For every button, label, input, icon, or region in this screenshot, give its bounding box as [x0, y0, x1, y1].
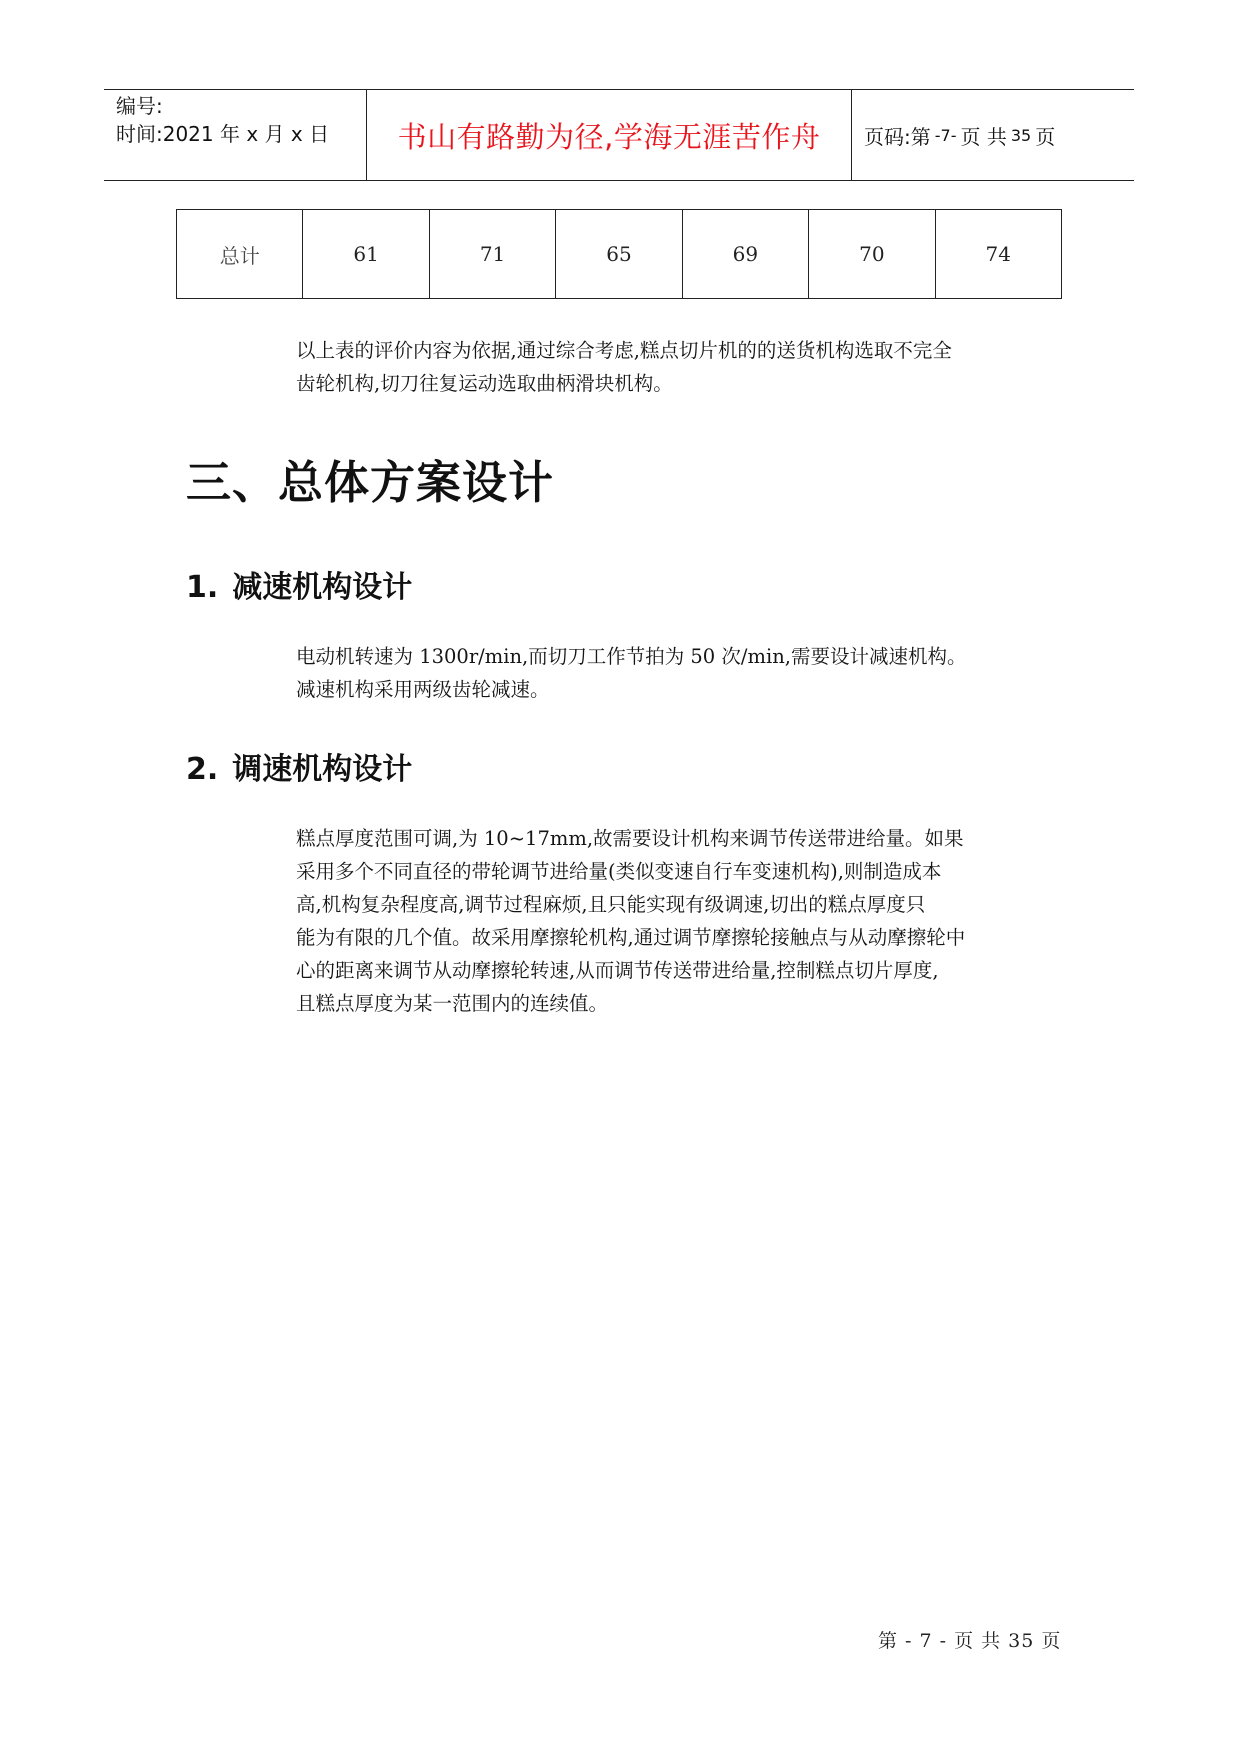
paragraph-line: 能为有限的几个值。故采用摩擦轮机构,通过调节摩擦轮接触点与从动摩擦轮中 — [296, 926, 966, 949]
subsection-heading-1 — [186, 562, 412, 606]
subsection-title: 减速机构设计 — [232, 570, 413, 605]
header-page-info — [852, 90, 1134, 180]
header-meta — [104, 90, 367, 180]
conclusion-paragraph — [296, 334, 1062, 400]
paragraph-line: 减速机构采用两级齿轮减速。 — [296, 678, 550, 701]
subsection-number: 2. — [186, 752, 219, 787]
reducer-paragraph — [296, 640, 1062, 706]
speed-control-paragraph — [296, 822, 1062, 1020]
table-row — [177, 210, 1062, 299]
time-label: 时间:2021 年 x 月 x 日 — [116, 122, 330, 146]
paragraph-line: 电动机转速为 1300r/min,而切刀工作节拍为 50 次/min,需要设计减速机构。 — [296, 645, 967, 668]
page-prefix: 页码:第 — [864, 124, 931, 149]
page-header — [104, 89, 1134, 181]
table-cell: 74 — [935, 210, 1061, 299]
table-cell: 71 — [429, 210, 555, 299]
section-heading: 三、总体方案设计 — [186, 456, 555, 509]
page-number: -7- — [934, 125, 957, 145]
page-total: 35 — [1010, 125, 1032, 145]
table-cell: 65 — [556, 210, 682, 299]
paragraph-line: 且糕点厚度为某一范围内的连续值。 — [296, 992, 609, 1015]
paragraph-line: 采用多个不同直径的带轮调节进给量(类似变速自行车变速机构),则制造成本 — [296, 860, 942, 883]
paragraph-line: 齿轮机构,切刀往复运动选取曲柄滑块机构。 — [296, 372, 673, 395]
paragraph-line: 以上表的评价内容为依据,通过综合考虑,糕点切片机的的送货机构选取不完全 — [296, 339, 952, 362]
evaluation-total-table — [176, 209, 1062, 299]
paragraph-line: 高,机构复杂程度高,调节过程麻烦,且只能实现有级调速,切出的糕点厚度只 — [296, 893, 926, 916]
page-footer: 第 - 7 - 页 共 35 页 — [878, 1630, 1062, 1652]
table-cell: 70 — [809, 210, 935, 299]
subsection-number: 1. — [186, 570, 219, 605]
serial-number-label: 编号: — [116, 94, 163, 118]
table-cell: 61 — [303, 210, 429, 299]
header-motto: 书山有路勤为径,学海无涯苦作舟 — [367, 90, 852, 180]
paragraph-line: 心的距离来调节从动摩擦轮转速,从而调节传送带进给量,控制糕点切片厚度, — [296, 959, 939, 982]
page-suffix: 页 — [1035, 124, 1056, 149]
page-mid: 页 共 — [960, 124, 1007, 149]
subsection-heading-2 — [186, 744, 412, 788]
paragraph-line: 糕点厚度范围可调,为 10~17mm,故需要设计机构来调节传送带进给量。如果 — [296, 827, 964, 850]
table-cell: 69 — [682, 210, 808, 299]
subsection-title: 调速机构设计 — [232, 752, 413, 787]
table-cell-label: 总计 — [177, 210, 303, 299]
